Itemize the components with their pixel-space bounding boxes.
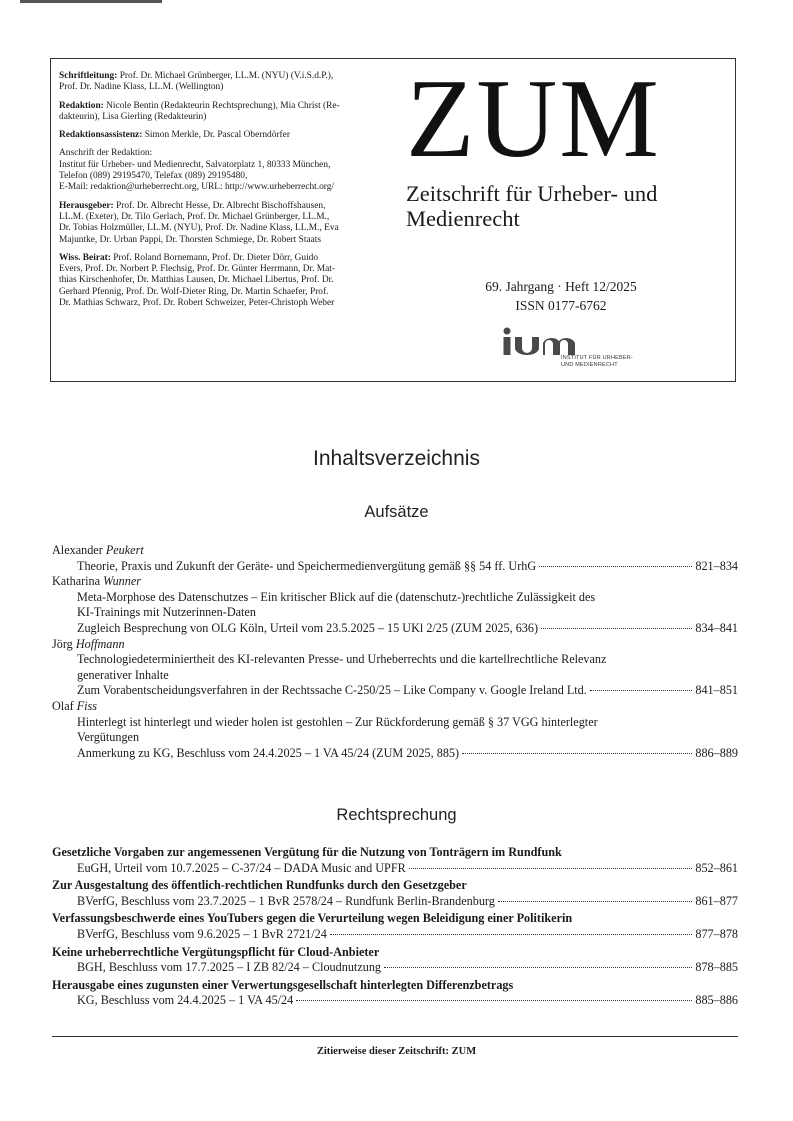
masthead-schriftleitung (59, 71, 379, 94)
case-entry[interactable] (52, 945, 738, 976)
beirat-label: Wiss. Beirat: (59, 252, 111, 263)
case-entry[interactable] (52, 845, 738, 876)
leader-dots (541, 628, 692, 629)
journal-header-box (50, 58, 736, 382)
article-title: KI-Trainings mit Nutzerinnen-Daten (77, 605, 256, 620)
redaktion-line: Nicole Bentin (Redakteurin Rechtsprechung), Mia Christ (Re- (106, 100, 340, 111)
case-reference: EuGH, Urteil vom 10.7.2025 – C-37/24 – DADA Music and UPFR (77, 860, 406, 875)
article-title: Theorie, Praxis und Zukunft der Geräte- und Speichermedienvergütung gemäß §§ 54 ff. UrhG (77, 558, 537, 573)
leader-dots (462, 753, 692, 754)
case-title: Zur Ausgestaltung des öffentlich-rechtlichen Rundfunks durch den Gesetzgeber (52, 878, 467, 893)
leader-dots (409, 868, 693, 869)
journal-subtitle-line: Medienrecht (406, 206, 520, 231)
assistenz-label: Redaktionsassistenz: (59, 130, 143, 141)
beirat-line: Gerhard Pfennig, Prof. Dr. Wolf-Dieter Ring, Dr. Martin Schaefer, Prof. (59, 286, 329, 297)
journal-title: ZUM (406, 57, 661, 181)
article-author (52, 699, 738, 715)
article-title: generativer Inhalte (77, 667, 169, 682)
case-ref-line (52, 861, 738, 877)
leader-dots (498, 901, 692, 902)
author-first-name: Olaf (52, 698, 74, 713)
article-pages: 834–841 (695, 620, 738, 635)
case-title: Herausgabe eines zugunsten einer Verwertungsgesellschaft hinterlegten Differenzbetrags (52, 977, 514, 992)
leader-dots (296, 1000, 692, 1001)
masthead (59, 71, 379, 316)
journal-subtitle (406, 181, 726, 231)
article-entry[interactable] (52, 637, 738, 699)
articles-list (52, 543, 738, 761)
case-pages: 878–885 (695, 960, 738, 975)
article-pages: 821–834 (695, 558, 738, 573)
article-title: Vergütungen (77, 730, 140, 745)
institute-name-line: INSTITUT FÜR URHEBER- (561, 355, 633, 361)
article-pages: 886–889 (695, 745, 738, 760)
herausgeber-line: Dr. Tobias Holzmüller, LL.M. (NYU), Prof. Dr. Nadine Klass, LL.M., Eva (59, 223, 339, 234)
article-note: Zugleich Besprechung von OLG Köln, Urteil vom 23.5.2025 – 15 UKl 2/25 (ZUM 2025, 636) (77, 620, 539, 635)
case-entry[interactable] (52, 878, 738, 909)
article-note: Anmerkung zu KG, Beschluss vom 24.4.2025 – 1 VA 45/24 (ZUM 2025, 885) (77, 745, 460, 760)
beirat-line: Prof. Roland Bornemann, Prof. Dr. Dieter Dörr, Guido (113, 252, 319, 263)
case-entry[interactable] (52, 978, 738, 1009)
anschrift-line: Institut für Urheber- und Medienrecht, Salvatorplatz 1, 80333 München, (59, 159, 331, 170)
anschrift-line: Anschrift der Redaktion: (59, 148, 153, 159)
institute-name (561, 355, 633, 369)
journal-logo-area (406, 57, 726, 231)
top-rule (20, 0, 162, 3)
toc-title: Inhaltsverzeichnis (313, 447, 480, 470)
case-reference: KG, Beschluss vom 24.4.2025 – 1 VA 45/24 (77, 993, 294, 1008)
articles-heading: Aufsätze (364, 503, 429, 521)
case-pages: 861–877 (695, 893, 738, 908)
case-ref-line (52, 993, 738, 1009)
article-author (52, 637, 738, 653)
institute-name-line: UND MEDIENRECHT (561, 362, 618, 368)
schriftleitung-line: Prof. Dr. Nadine Klass, LL.M. (Wellington) (59, 82, 224, 93)
case-pages: 877–878 (695, 926, 738, 941)
redaktion-label: Redaktion: (59, 100, 104, 111)
case-ref-line (52, 894, 738, 910)
case-reference: BVerfG, Beschluss vom 9.6.2025 – 1 BvR 2721/24 (77, 926, 327, 941)
schriftleitung-line: Prof. Dr. Michael Grünberger, LL.M. (NYU) (V.i.S.d.P.), (119, 71, 334, 81)
redaktion-line: dakteurin), Lisa Gierling (Redakteurin) (59, 111, 207, 122)
issue-number: 69. Jahrgang · Heft 12/2025 (485, 279, 637, 294)
beirat-line: thias Kirschenhofer, Dr. Matthias Lausen, Dr. Michael Libertus, Prof. Dr. (59, 275, 334, 286)
author-first-name: Jörg (52, 636, 73, 651)
anschrift-line: Telefon (089) 29195470, Telefax (089) 29195480, (59, 171, 248, 182)
article-entry[interactable] (52, 543, 738, 574)
footer-rule (52, 1036, 738, 1037)
article-entry[interactable] (52, 574, 738, 636)
article-title-line (52, 683, 738, 699)
case-title: Keine urheberrechtliche Vergütungspflicht für Cloud-Anbieter (52, 944, 380, 959)
leader-dots (590, 690, 693, 691)
article-author (52, 543, 738, 559)
herausgeber-label: Herausgeber: (59, 200, 114, 211)
article-title: Meta-Morphose des Datenschutzes – Ein kritischer Blick auf die (datenschutz-)rechtliche Zulässigkeit des (77, 589, 596, 604)
author-last-name: Fiss (76, 698, 98, 713)
article-title-line (52, 559, 738, 575)
article-title: Hinterlegt ist hinterlegt und wieder holen ist gestohlen – Zur Rückforderung gemäß § 37 VGG hinterlegter (77, 714, 598, 729)
masthead-redaktion (59, 101, 379, 124)
article-title-line (52, 746, 738, 762)
article-title: Technologiedeterminiertheit des KI-relevanten Presse- und Urheberrechts und die kartellrechtliche Relevanz (77, 652, 607, 667)
case-title: Verfassungsbeschwerde eines YouTubers gegen die Verurteilung wegen Beleidigung einer Politikerin (52, 911, 573, 926)
case-pages: 885–886 (695, 993, 738, 1008)
masthead-assistenz (59, 130, 379, 141)
anschrift-line: E-Mail: redaktion@urheberrecht.org, URL: http://www.urheberrecht.org/ (59, 182, 335, 193)
author-first-name: Alexander (52, 543, 103, 557)
assistenz-line: Simon Merkle, Dr. Pascal Oberndörfer (144, 130, 290, 141)
masthead-anschrift (59, 148, 379, 193)
author-last-name: Wunner (103, 574, 142, 589)
case-reference: BVerfG, Beschluss vom 23.7.2025 – 1 BvR 2578/24 – Rundfunk Berlin-Brandenburg (77, 893, 495, 908)
case-reference: BGH, Beschluss vom 17.7.2025 – I ZB 82/24 – Cloudnutzung (77, 960, 382, 975)
article-author (52, 574, 738, 590)
case-title: Gesetzliche Vorgaben zur angemessenen Vergütung für die Nutzung von Tonträgern im Rundfunk (52, 845, 562, 859)
cases-heading: Rechtsprechung (336, 806, 457, 824)
herausgeber-line: Majuntke, Dr. Urban Pappi, Dr. Thorsten Schmiege, Dr. Robert Staats (59, 234, 322, 245)
institute-logo (501, 327, 681, 375)
leader-dots (384, 967, 692, 968)
case-pages: 852–861 (695, 860, 738, 875)
issn: ISSN 0177-6762 (515, 298, 607, 313)
citation-note: Zitierweise dieser Zeitschrift: ZUM (316, 1046, 477, 1057)
herausgeber-line: LL.M. (Exeter), Dr. Tilo Gerlach, Prof. Dr. Michael Grünberger, LL.M., (59, 211, 330, 222)
author-first-name: Katharina (52, 574, 101, 589)
beirat-line: Dr. Mathias Schwarz, Prof. Dr. Robert Schweizer, Peter-Christoph Weber (59, 298, 335, 309)
leader-dots (539, 566, 692, 567)
article-title-line (52, 621, 738, 637)
journal-subtitle-line: Zeitschrift für Urheber- und (406, 181, 658, 206)
case-entry[interactable] (52, 911, 738, 942)
article-pages: 841–851 (695, 683, 738, 698)
case-ref-line (52, 927, 738, 943)
cases-list (52, 845, 738, 1011)
article-note: Zum Vorabentscheidungsverfahren in der Rechtssache C-250/25 – Like Company v. Google Ireland Ltd. (77, 683, 587, 698)
author-last-name: Peukert (105, 543, 144, 557)
author-last-name: Hoffmann (75, 636, 125, 651)
issue-info (431, 277, 691, 315)
beirat-line: Evers, Prof. Dr. Norbert P. Flechsig, Prof. Dr. Günter Herrmann, Dr. Mat- (59, 264, 335, 275)
schriftleitung-label: Schriftleitung: (59, 71, 118, 81)
masthead-herausgeber (59, 201, 379, 246)
case-ref-line (52, 960, 738, 976)
ium-logo-icon (501, 327, 605, 357)
herausgeber-line: Prof. Dr. Albrecht Hesse, Dr. Albrecht Bischoffshausen, (116, 200, 326, 211)
leader-dots (330, 934, 693, 935)
article-entry[interactable] (52, 699, 738, 761)
masthead-beirat (59, 253, 379, 309)
